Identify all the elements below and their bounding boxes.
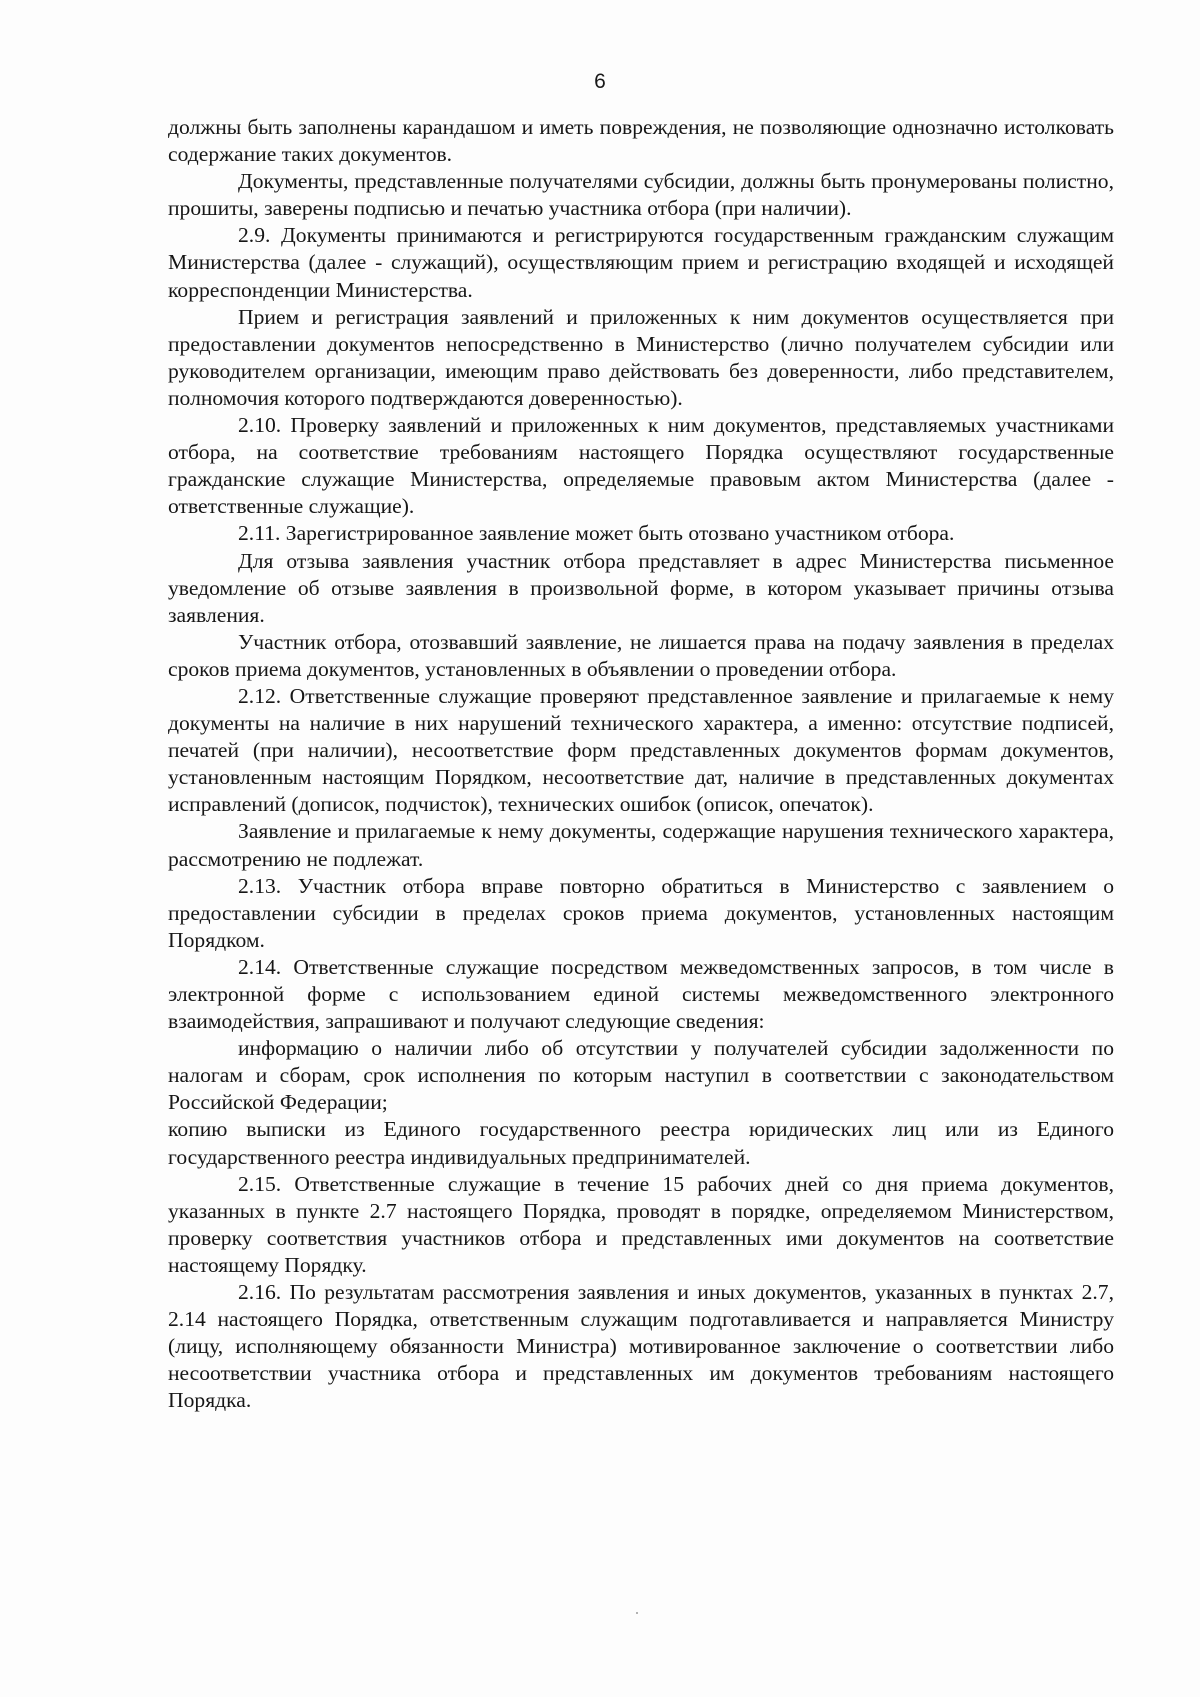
paragraph: 2.9. Документы принимаются и регистрируются государственным гражданским служащим Министерства (далее - служащий), осуществляющим прием и регистрацию входящей и исходящей корреспонденции Министерства.: [168, 223, 1114, 302]
paragraph: информацию о наличии либо об отсутствии у получателей субсидии задолженности по налогам и сборам, срок исполнения по которым наступил в соответствии с законодательством Российской Федерации;: [168, 1036, 1114, 1115]
paragraph: 2.12. Ответственные служащие проверяют представленное заявление и прилагаемые к нему документы на наличие в них нарушений технического характера, а именно: отсутствие подписей, печатей (при наличии), несоответствие форм представленных документов формам документов, установленным настоящим Порядком, несоответствие дат, наличие в представленных документах исправлений (дописок, подчисток), технических ошибок (описок, опечаток).: [168, 683, 1114, 817]
paragraph: 2.15. Ответственные служащие в течение 15 рабочих дней со дня приема документов, указанных в пункте 2.7 настоящего Порядка, проводят в порядке, определяемом Министерством, проверку соответствия участников отбора и представленных ими документов на соответствие настоящему Порядку.: [168, 1171, 1114, 1277]
paragraph: 2.16. По результатам рассмотрения заявления и иных документов, указанных в пунктах 2.7, 2.14 настоящего Порядка, ответственным служащим подготавливается и направляется Министру (лицу, исполняющему обязанности Министра) мотивированное заключение о соответствии либо несоответствии участника отбора и представленных им документов требованиям настоящего Порядка.: [168, 1280, 1114, 1413]
paragraph: 2.13. Участник отбора вправе повторно обратиться в Министерство с заявлением о предоставлении субсидии в пределах сроков приема документов, установленных настоящим Порядком.: [168, 873, 1114, 952]
paragraph: 2.11. Зарегистрированное заявление может быть отозвано участником отбора.: [238, 521, 955, 546]
paragraph: должны быть заполнены карандашом и иметь повреждения, не позволяющие однозначно истолковать содержание таких документов.: [168, 115, 1114, 167]
paragraph: Заявление и прилагаемые к нему документы, содержащие нарушения технического характера, рассмотрению не подлежат.: [168, 819, 1114, 871]
paragraph: Прием и регистрация заявлений и приложенных к ним документов осуществляется при предоставлении документов непосредственно в Министерство (лично получателем субсидии или руководителем организации, имеющим право действовать без доверенности, либо представителем, полномочия которого подтверждаются доверенностью).: [168, 304, 1114, 410]
paragraph: Участник отбора, отозвавший заявление, не лишается права на подачу заявления в пределах сроков приема документов, установленных в объявлении о проведении отбора.: [168, 629, 1114, 681]
paragraph: копию выписки из Единого государственного реестра юридических лиц или из Единого государственного реестра индивидуальных предпринимателей.: [168, 1117, 1114, 1169]
paragraph: Документы, представленные получателями субсидии, должны быть пронумерованы полистно, прошиты, заверены подписью и печатью участника отбора (при наличии).: [168, 169, 1114, 221]
scan-speck: [636, 1612, 638, 1614]
page-number: 6: [594, 70, 606, 93]
paragraph: 2.10. Проверку заявлений и приложенных к ним документов, представляемых участниками отбора, на соответствие требованиям настоящего Порядка осуществляют государственные гражданские служащие Министерства, определяемые правовым актом Министерства (далее - ответственные служащие).: [168, 413, 1114, 519]
paragraph: 2.14. Ответственные служащие посредством межведомственных запросов, в том числе в электронной форме с использованием единой системы межведомственного электронного взаимодействия, запрашивают и получают следующие сведения:: [168, 954, 1114, 1034]
document-body: [168, 114, 1114, 1415]
paragraph: Для отзыва заявления участник отбора представляет в адрес Министерства письменное уведомление об отзыве заявления в произвольной форме, в котором указывает причины отзыва заявления.: [168, 548, 1114, 627]
